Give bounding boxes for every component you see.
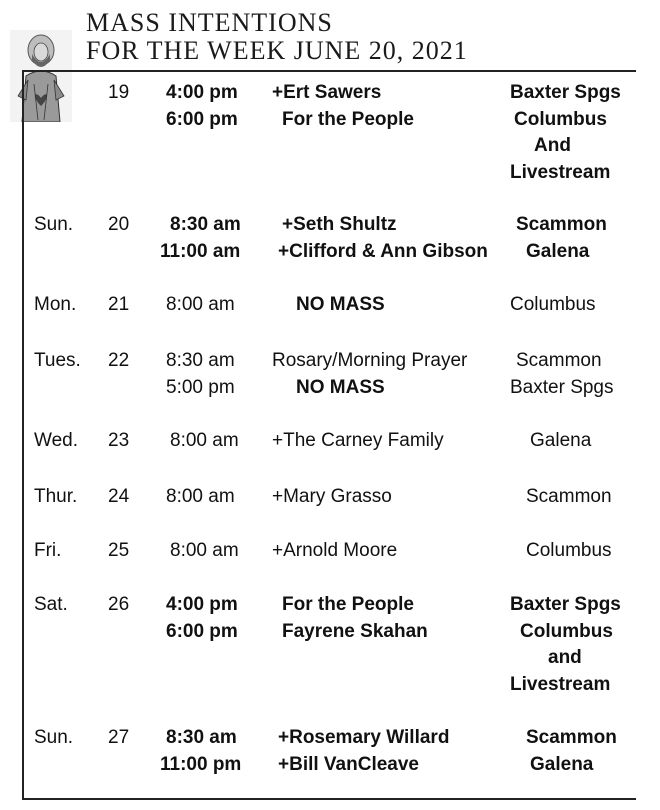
mass-time: 8:00 am <box>166 294 235 315</box>
mass-time: 6:00 pm <box>166 620 238 642</box>
day-label: Thur. <box>34 486 78 507</box>
mass-time: 8:00 am <box>170 540 239 561</box>
date-number: 25 <box>108 540 130 561</box>
mass-intention: NO MASS <box>296 294 385 315</box>
mass-location: Baxter Spgs <box>510 594 621 615</box>
mass-location: Columbus <box>520 620 613 642</box>
mass-location: Columbus <box>510 294 596 315</box>
day-label: Tues. <box>34 350 81 371</box>
mass-time: 11:00 am <box>160 240 241 262</box>
mass-location: Scammon <box>516 350 602 371</box>
mass-intention: Fayrene Skahan <box>282 620 428 642</box>
day-label: Sat. <box>34 594 68 615</box>
mass-time: 8:30 am <box>170 214 241 235</box>
mass-location: Galena <box>526 240 590 262</box>
date-number: 20 <box>108 214 130 235</box>
mass-location: Galena <box>530 753 594 775</box>
title-line-2: FOR THE WEEK JUNE 20, 2021 <box>86 36 468 65</box>
mass-location: Baxter Spgs <box>510 376 614 398</box>
mass-time: 8:30 am <box>166 350 235 371</box>
date-number: 24 <box>108 486 130 507</box>
mass-location: Livestream <box>510 673 611 695</box>
mass-intention: For the People <box>282 594 414 615</box>
day-label: Sun. <box>34 214 74 235</box>
mass-location: Baxter Spgs <box>510 82 621 103</box>
mass-intention: +Clifford & Ann Gibson <box>278 240 488 262</box>
mass-intention: NO MASS <box>296 376 385 398</box>
date-number: 21 <box>108 294 130 315</box>
mass-intention: +Arnold Moore <box>272 540 398 561</box>
mass-location: Scammon <box>526 727 617 748</box>
mass-intention: +Bill VanCleave <box>278 753 419 775</box>
mass-intention: For the People <box>282 108 414 130</box>
mass-time: 5:00 pm <box>166 376 235 398</box>
date-number: 22 <box>108 350 130 371</box>
day-label: Sun. <box>34 727 74 748</box>
day-label: Wed. <box>34 430 79 451</box>
mass-location: And <box>534 135 571 156</box>
day-label: Mon. <box>34 294 77 315</box>
mass-location: and <box>548 647 582 668</box>
mass-intention: +Ert Sawers <box>272 82 382 103</box>
date-number: 26 <box>108 594 130 615</box>
mass-intention: +The Carney Family <box>272 430 444 451</box>
mass-time: 4:00 pm <box>166 82 238 103</box>
mass-intention: +Mary Grasso <box>272 486 392 507</box>
mass-location: Scammon <box>516 214 607 235</box>
mass-location: Columbus <box>526 540 612 561</box>
day-label: Fri. <box>34 540 62 561</box>
date-number: 23 <box>108 430 130 451</box>
mass-time: 4:00 pm <box>166 594 238 615</box>
date-number: 27 <box>108 727 130 748</box>
mass-location: Galena <box>530 430 592 451</box>
mass-time: 8:00 am <box>170 430 239 451</box>
mass-time: 8:30 am <box>166 727 237 748</box>
mass-location: Columbus <box>514 108 607 130</box>
mass-location: Scammon <box>526 486 612 507</box>
title-line-1: MASS INTENTIONS <box>86 8 333 37</box>
mass-time: 6:00 pm <box>166 108 238 130</box>
mass-time: 8:00 am <box>166 486 235 507</box>
mass-time: 11:00 pm <box>160 753 242 775</box>
mass-intention: +Rosemary Willard <box>278 727 450 748</box>
date-number: 19 <box>108 82 130 103</box>
mass-location: Livestream <box>510 161 611 183</box>
mass-intention: Rosary/Morning Prayer <box>272 350 468 371</box>
mass-intention: +Seth Shultz <box>282 214 397 235</box>
